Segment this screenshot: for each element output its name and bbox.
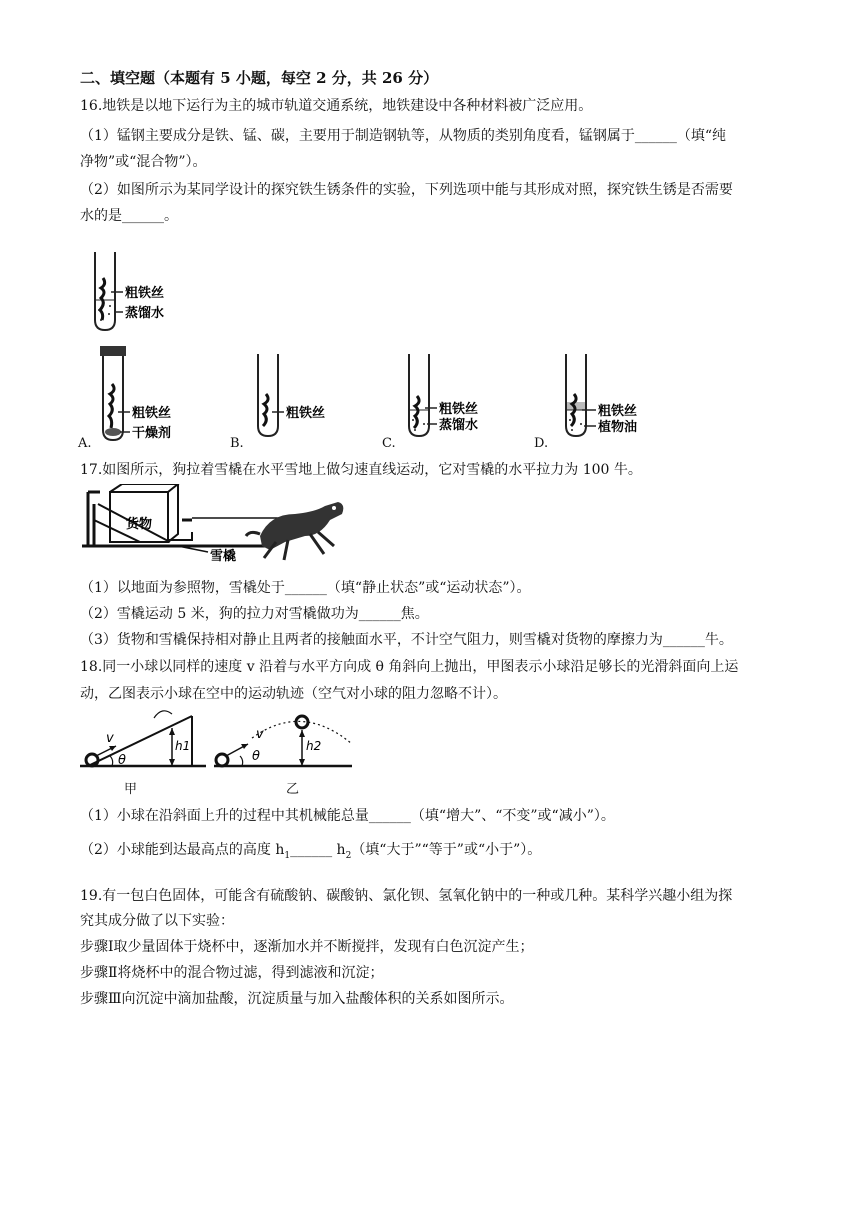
ball-top-icon — [296, 716, 308, 728]
option-d-letter: D. — [534, 436, 549, 451]
q18-stem-line2: 动，乙图表示小球在空中的运动轨迹（空气对小球的阻力忽略不计）。 — [80, 686, 507, 702]
q16-option-a-figure — [78, 344, 198, 450]
q17-part1: （1）以地面为参照物，雪橇处于______（填“静止状态”或“运动状态”）。 — [80, 580, 531, 596]
q17-stem: 17.如图所示，狗拉着雪橇在水平雪地上做匀速直线运动，它对雪橇的水平拉力为 100 牛。 — [80, 462, 642, 478]
option-b-label-wire: 粗铁丝 — [286, 406, 326, 421]
dog-icon — [246, 502, 343, 560]
q19-step2: 步骤Ⅱ将烧杯中的混合物过滤，得到滤液和沉淀； — [80, 965, 384, 981]
h2-label: h2 — [306, 739, 322, 753]
iron-wire-icon — [109, 384, 114, 428]
ref-label-water: 蒸馏水 — [125, 306, 165, 321]
option-a-label-desiccant: 干燥剂 — [132, 426, 172, 441]
q17-part2: （2）雪橇运动 5 米，狗的拉力对雪橇做功为______焦。 — [80, 606, 429, 622]
q16-option-c-figure — [385, 350, 495, 446]
option-a-label-wire: 粗铁丝 — [132, 406, 172, 421]
q16-part2-line1: （2）如图所示为某同学设计的探究铁生锈条件的实验，下列选项中能与其形成对照，探究铁生锈是否需要 — [80, 182, 733, 198]
sled-frame-icon — [88, 492, 100, 546]
option-a-letter: A. — [78, 436, 92, 451]
cargo-label: 货物 — [126, 517, 153, 532]
q16-part2-line2: 水的是______。 — [80, 208, 178, 224]
desiccant-icon — [105, 428, 121, 436]
option-c-label-wire: 粗铁丝 — [439, 402, 479, 417]
q18-part1: （1）小球在沿斜面上升的过程中其机械能总量______（填“增大”、“不变”或“减小”）。 — [80, 808, 615, 824]
angle-label: θ — [252, 749, 260, 764]
q17-sled-dog-figure — [80, 484, 350, 566]
velocity-label: v — [106, 731, 114, 746]
q16-part1-line1: （1）锰钢主要成分是铁、锰、碳，主要用于制造钢轨等，从物质的类别角度看，锰钢属于______（填“纯 — [80, 128, 727, 144]
q16-stem: 16.地铁是以地下运行为主的城市轨道交通系统，地铁建设中各种材料被广泛应用。 — [80, 98, 593, 114]
option-c-letter: C. — [382, 436, 396, 451]
q17-part3: （3）货物和雪橇保持相对静止且两者的接触面水平，不计空气阻力，则雪橇对货物的摩擦力为______牛。 — [80, 632, 733, 648]
option-c-label-water: 蒸馏水 — [439, 418, 479, 433]
sled-label: 雪橇 — [210, 549, 237, 564]
option-d-label-oil: 植物油 — [598, 420, 638, 435]
q18-figure-jia — [78, 708, 210, 770]
test-tube-outline — [409, 354, 429, 436]
h1-label: h1 — [175, 739, 191, 753]
iron-wire-icon — [263, 394, 268, 426]
option-d-label-wire: 粗铁丝 — [598, 404, 638, 419]
iron-wire-icon — [414, 396, 419, 428]
ref-label-wire: 粗铁丝 — [125, 286, 165, 301]
figure-yi-caption: 乙 — [286, 782, 300, 797]
q19-step1: 步骤Ⅰ取少量固体于烧杯中，逐渐加水并不断搅拌，发现有白色沉淀产生； — [80, 939, 534, 955]
q16-part1-line2: 净物”或“混合物”）。 — [80, 154, 207, 170]
q18-stem-line1: 18.同一小球以同样的速度 v 沿着与水平方向成 θ 角斜向上抛出，甲图表示小球沿足够长的光滑斜面向上运 — [80, 659, 739, 675]
top-arc — [154, 711, 172, 718]
q19-stem-line1: 19.有一包白色固体，可能含有硫酸钠、碳酸钠、氯化钡、氢氧化钠中的一种或几种。某科学兴趣小组为探 — [80, 888, 733, 904]
q18-figure-yi — [212, 708, 362, 770]
q19-step3: 步骤Ⅲ向沉淀中滴加盐酸，沉淀质量与加入盐酸体积的关系如图所示。 — [80, 991, 514, 1007]
iron-wire-icon — [100, 278, 105, 320]
stopper-icon — [100, 346, 126, 356]
q16-reference-tube-figure — [85, 248, 195, 336]
velocity-label: v — [256, 727, 264, 742]
q19-stem-line2: 究其成分做了以下实验： — [80, 913, 234, 929]
option-b-letter: B. — [230, 436, 244, 451]
q18-part2: （2）小球能到达最高点的高度 $h_1\_\_\_\_\_\_$ $h_2$（填“大于”“等于”或“小于”）。 — [80, 842, 542, 861]
q16-option-d-figure — [540, 350, 670, 446]
section-title: 二、填空题（本题有 5 小题，每空 2 分，共 26 分） — [80, 69, 439, 87]
q16-option-b-figure — [230, 350, 340, 446]
figure-jia-caption: 甲 — [124, 782, 138, 797]
angle-label: θ — [118, 753, 126, 768]
